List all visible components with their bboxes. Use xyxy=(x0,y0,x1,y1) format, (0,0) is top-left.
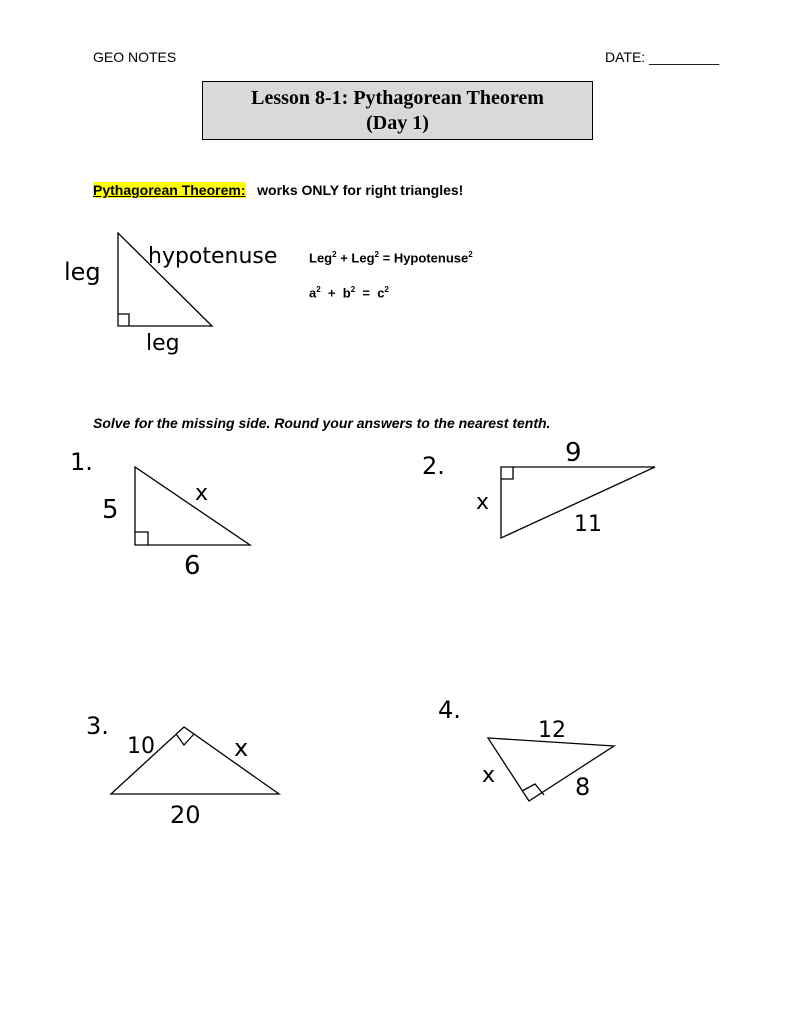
plus-1: + xyxy=(336,250,352,266)
formula-b: b xyxy=(342,285,351,301)
problem-2-side-hyp: 11 xyxy=(574,512,602,537)
problem-1-side-a: 5 xyxy=(102,495,119,525)
equals-2: = xyxy=(355,285,378,301)
formula-hypotenuse: Hypotenuse xyxy=(393,250,469,266)
problem-4-side-hyp: 12 xyxy=(538,718,566,743)
formula-a: a xyxy=(309,285,317,301)
exp-1: 2 xyxy=(332,250,337,259)
exp-3: 2 xyxy=(468,250,473,259)
triangle-4 xyxy=(488,738,614,801)
problem-2-side-top: 9 xyxy=(565,438,582,468)
right-angle-mark-1 xyxy=(135,532,148,545)
problem-4-side-b: 8 xyxy=(575,773,591,801)
intro-right-angle-mark xyxy=(118,314,129,326)
problem-3-side-hyp: 20 xyxy=(170,801,201,829)
exp-2: 2 xyxy=(374,250,379,259)
theorem-name: Pythagorean Theorem xyxy=(93,182,241,198)
problem-4-number: 4. xyxy=(438,696,461,724)
theorem-colon: : xyxy=(240,182,246,198)
problem-2-number: 2. xyxy=(422,452,445,480)
problem-1-side-b: 6 xyxy=(184,551,201,581)
problem-4-side-x: x xyxy=(482,763,496,788)
triangle-1 xyxy=(135,467,250,545)
problem-3-side-a: 10 xyxy=(127,734,155,759)
problem-1-side-x: x xyxy=(195,481,209,506)
formula-leg-1: Leg xyxy=(309,250,333,266)
problem-1-number: 1. xyxy=(70,448,93,476)
problem-2-side-x: x xyxy=(476,490,490,515)
formula-leg-2: Leg xyxy=(351,250,375,266)
exp-b: 2 xyxy=(350,285,356,294)
page-title: Lesson 8-1: Pythagorean Theorem xyxy=(251,87,544,109)
right-angle-mark-3 xyxy=(176,734,194,745)
problem-3-number: 3. xyxy=(86,712,109,740)
page-subtitle: (Day 1) xyxy=(366,112,429,134)
problem-3-side-x: x xyxy=(234,734,249,762)
right-angle-mark-2 xyxy=(501,467,513,479)
theorem-note: works ONLY for right triangles! xyxy=(257,182,464,198)
label-leg-left: leg xyxy=(64,258,101,286)
date-field: DATE: _________ xyxy=(605,49,720,65)
equals-1: = xyxy=(378,250,394,266)
label-leg-bottom: leg xyxy=(146,331,180,356)
exp-c: 2 xyxy=(384,285,389,294)
formula-c: c xyxy=(377,285,385,301)
header-left: GEO NOTES xyxy=(93,49,177,65)
plus-2: + xyxy=(320,285,343,301)
label-hypotenuse: hypotenuse xyxy=(148,244,278,269)
instructions: Solve for the missing side. Round your answers to the nearest tenth. xyxy=(93,415,551,431)
exp-a: 2 xyxy=(316,285,321,294)
